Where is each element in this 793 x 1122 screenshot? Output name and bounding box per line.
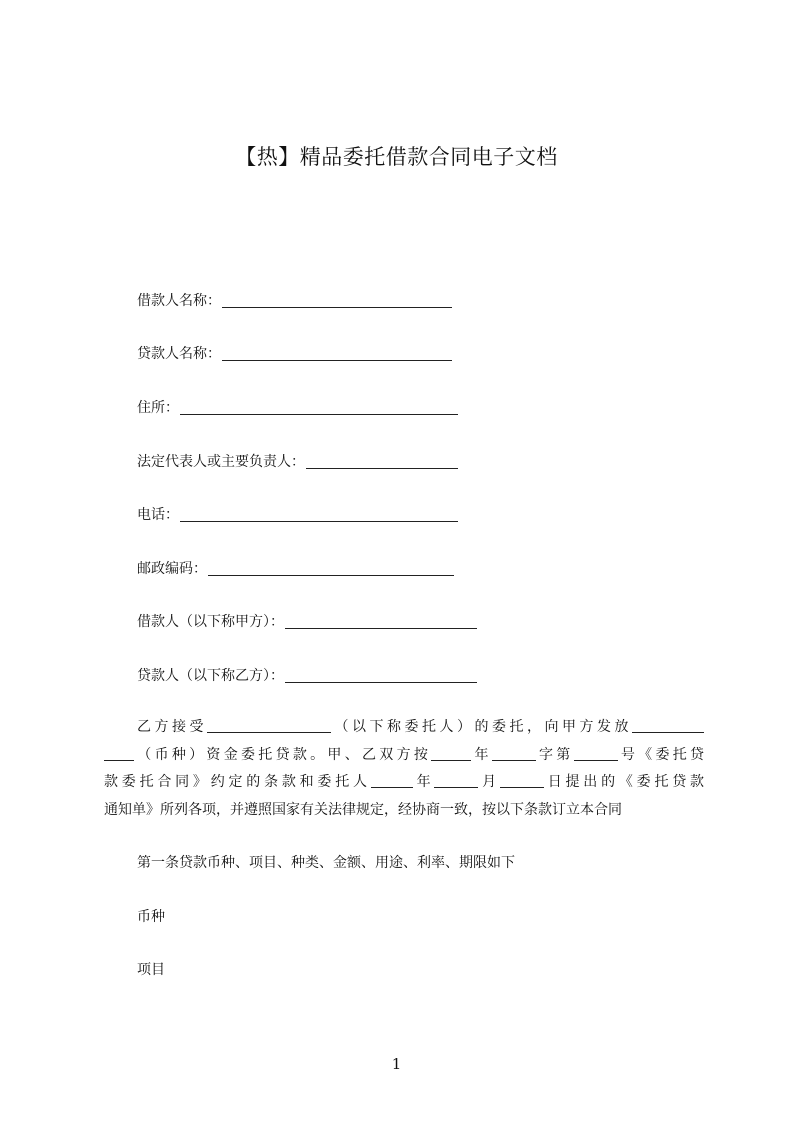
page-number: 1: [391, 1055, 402, 1073]
phone-field: [137, 505, 458, 525]
legal-representative-field: [137, 452, 458, 472]
address-label: 住所：: [137, 400, 179, 416]
borrower-name-field: [137, 291, 452, 311]
amount-blank[interactable]: [632, 718, 704, 733]
party-b-blank[interactable]: [285, 681, 477, 683]
paragraph-text: 号《委托贷: [617, 746, 705, 763]
lender-name-blank[interactable]: [222, 359, 452, 361]
item-currency: 币种: [137, 909, 165, 925]
contract-year-blank[interactable]: [431, 746, 471, 761]
paragraph-text: （币种）资金委托贷款。甲、乙双方按: [134, 746, 432, 763]
contract-number-blank[interactable]: [574, 746, 618, 761]
entrustment-paragraph: [104, 714, 704, 824]
postal-code-field: [137, 559, 454, 579]
entrusting-party-blank[interactable]: [207, 718, 331, 733]
legal-representative-label: 法定代表人或主要负责人：: [137, 454, 305, 470]
party-a-blank[interactable]: [285, 627, 477, 629]
item-project: 项目: [137, 962, 165, 978]
paragraph-text: 年: [412, 774, 435, 790]
paragraph-text: 乙方接受: [137, 719, 207, 735]
notice-day-blank[interactable]: [500, 773, 544, 788]
document-title: 【热】精品委托借款合同电子文档: [235, 145, 558, 169]
paragraph-line-2: [104, 742, 704, 770]
lender-name-field: [137, 344, 452, 364]
party-a-field: [137, 612, 477, 632]
paragraph-text: 字第: [535, 746, 574, 763]
postal-code-label: 邮政编码：: [137, 561, 207, 577]
paragraph-text: 年: [471, 746, 492, 763]
article-1-heading: 第一条贷款币种、项目、种类、金额、用途、利率、期限如下: [137, 855, 515, 871]
phone-label: 电话：: [137, 507, 179, 523]
contract-word-blank[interactable]: [492, 746, 536, 761]
paragraph-line-1: [104, 714, 704, 742]
notice-month-blank[interactable]: [434, 773, 478, 788]
address-blank[interactable]: [180, 413, 458, 415]
paragraph-text: 款委托合同》约定的条款和委托人: [104, 774, 371, 790]
address-field: [137, 398, 458, 418]
party-b-field: [137, 666, 477, 686]
lender-name-label: 贷款人名称：: [137, 346, 221, 362]
borrower-name-blank[interactable]: [222, 306, 452, 308]
legal-representative-blank[interactable]: [306, 467, 458, 469]
phone-blank[interactable]: [180, 520, 458, 522]
amount-blank-continued[interactable]: [104, 746, 134, 761]
borrower-name-label: 借款人名称：: [137, 293, 221, 309]
paragraph-text: （以下称委托人）的委托，向甲方发放: [331, 719, 632, 735]
notice-year-blank[interactable]: [371, 773, 413, 788]
party-b-label: 贷款人（以下称乙方）：: [137, 668, 284, 684]
paragraph-line-4: 通知单》所列各项，并遵照国家有关法律规定，经协商一致，按以下条款订立本合同: [104, 801, 622, 818]
paragraph-text: 月: [478, 774, 500, 790]
postal-code-blank[interactable]: [208, 574, 454, 576]
paragraph-line-3: [104, 769, 704, 797]
party-a-label: 借款人（以下称甲方）：: [137, 614, 284, 630]
paragraph-text: 日提出的《委托贷款: [543, 774, 705, 790]
